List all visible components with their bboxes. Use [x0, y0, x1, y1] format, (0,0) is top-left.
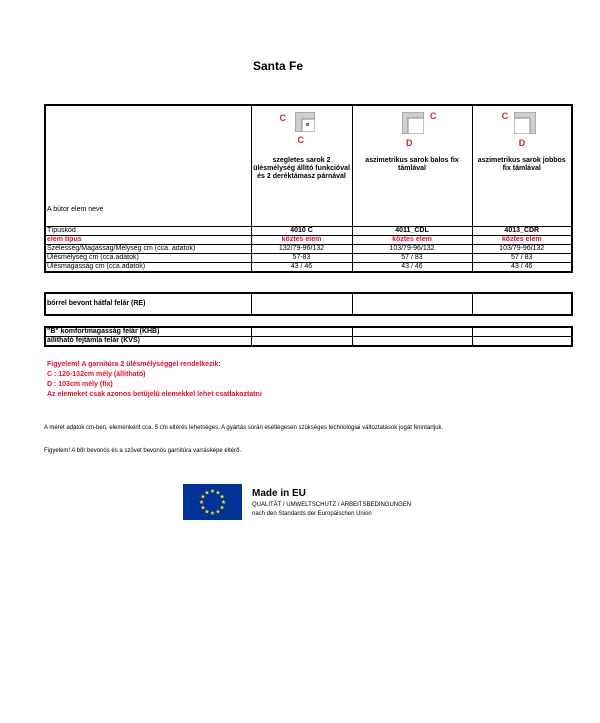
- product-description: aszimetrikus sarok jobbos fix támlával: [472, 155, 572, 227]
- product-description: szegletes sarok 2 ülésmélység állító funkcióval és 2 deréktámasz párnával: [251, 155, 352, 227]
- element-type: köztes elem: [472, 236, 572, 245]
- icon-letter: D: [406, 138, 413, 148]
- corner-sofa-icon: [514, 112, 536, 134]
- eu-star-icon: ★: [209, 489, 216, 495]
- made-in-eu-title: Made in EU: [252, 488, 306, 499]
- eu-star-icon: ★: [219, 505, 225, 512]
- seat-depth-row: [45, 254, 572, 263]
- dimensions-value: 103/79-96/132: [472, 245, 572, 254]
- icon-letter: C: [297, 135, 304, 145]
- eu-flag-icon: [183, 484, 242, 520]
- eu-star-icon: ★: [204, 490, 210, 497]
- dimensions-value: 103/79-96/132: [352, 245, 472, 254]
- eu-star-icon: ★: [209, 511, 216, 517]
- seat-depth-value: 57 / 83: [352, 254, 472, 263]
- type-code: 4013_CDR: [472, 227, 572, 236]
- type-code: 4011_CDL: [352, 227, 472, 236]
- element-type: köztes elem: [352, 236, 472, 245]
- leather-surcharge-table: [44, 292, 573, 316]
- type-code-row: [45, 227, 572, 236]
- seat-depth-warning: Figyelem! A garnitúra 2 ülésmélységgel rendelkezik: C : 120-132cm mély (állítható) D : 103cm mély (fix) Az elemeket csak azonos betűjelű elemekkel lehet csatlakoztatni: [47, 361, 262, 398]
- eu-star-icon: ★: [200, 494, 206, 501]
- description-row: [45, 155, 572, 227]
- seat-height-value: 43 / 46: [352, 263, 472, 273]
- corner-c-icon: [272, 106, 332, 152]
- corner-cdl-icon: [382, 106, 442, 152]
- leather-back-row: [45, 293, 572, 315]
- seat-height-value: 43 / 46: [472, 263, 572, 273]
- element-type: köztes elem: [251, 236, 352, 245]
- option-surcharge-table: [44, 326, 573, 347]
- product-table: [44, 104, 573, 273]
- product-description: aszimetrikus sarok balos fix támlával: [352, 155, 472, 227]
- type-code: 4010 C: [251, 227, 352, 236]
- icon-letter: C: [430, 111, 437, 121]
- corner-cdr-icon: [492, 106, 552, 152]
- eu-star-icon: ★: [215, 509, 221, 516]
- eu-star-icon: ★: [204, 509, 210, 516]
- row-label: Ülésmagasság cm (cca.adatok): [45, 263, 251, 273]
- icon-letter: C: [501, 111, 509, 121]
- seat-height-value: 43 / 46: [251, 263, 352, 273]
- element-type-row: [45, 236, 572, 245]
- seat-depth-value: 57 / 83: [472, 254, 572, 263]
- dimensions-row: [45, 245, 572, 254]
- eu-star-icon: ★: [215, 490, 221, 497]
- headrest-row: [45, 337, 572, 347]
- made-in-eu-text: QUALITÄT / UMWELTSCHUTZ / ARBEITSBEDINGUNGEN nach den Standards der Europäischen Union: [252, 502, 412, 517]
- row-label: "B" komfortmagasság felár (KHB): [45, 327, 251, 337]
- comfort-row: [45, 327, 572, 337]
- corner-sofa-icon: [295, 112, 315, 132]
- icon-letter: D: [518, 138, 526, 148]
- eu-star-icon: ★: [198, 500, 205, 506]
- icon-letter: C: [279, 113, 286, 123]
- row-label: Szélesség/Magasság/Mélység cm (cca. adatok): [45, 245, 251, 254]
- row-label: Típuskód: [45, 227, 251, 236]
- eu-star-icon: ★: [220, 500, 227, 506]
- row-label: bőrrel bevont hátfal felár (RE): [45, 293, 251, 315]
- corner-sofa-icon: [402, 112, 424, 134]
- row-label: elem típus: [45, 236, 251, 245]
- dimensions-value: 132/79-96/132: [251, 245, 352, 254]
- seat-height-row: [45, 263, 572, 273]
- eu-star-icon: ★: [200, 505, 206, 512]
- row-label: állítható fejtámla felár (KVS): [45, 337, 251, 347]
- eu-star-icon: ★: [219, 494, 225, 501]
- row-label: Ülésmélység cm (cca.adatok): [45, 254, 251, 263]
- upholstery-note: Figyelem! A bőr bevonós és a szövet bevonós garnitúra varrásképe eltérő.: [44, 448, 242, 454]
- label-element-name: A bútor elem neve: [45, 155, 251, 227]
- icon-row: [45, 105, 572, 155]
- dimension-note: A méret adatok cm-ben, elemenként cca. 5 cm eltérés lehetséges. A gyártás során esetlegesen szükséges technológiai változtatások jogát fenntartjuk.: [44, 425, 444, 431]
- page-title: Santa Fe: [252, 59, 303, 73]
- seat-depth-value: 57-83: [251, 254, 352, 263]
